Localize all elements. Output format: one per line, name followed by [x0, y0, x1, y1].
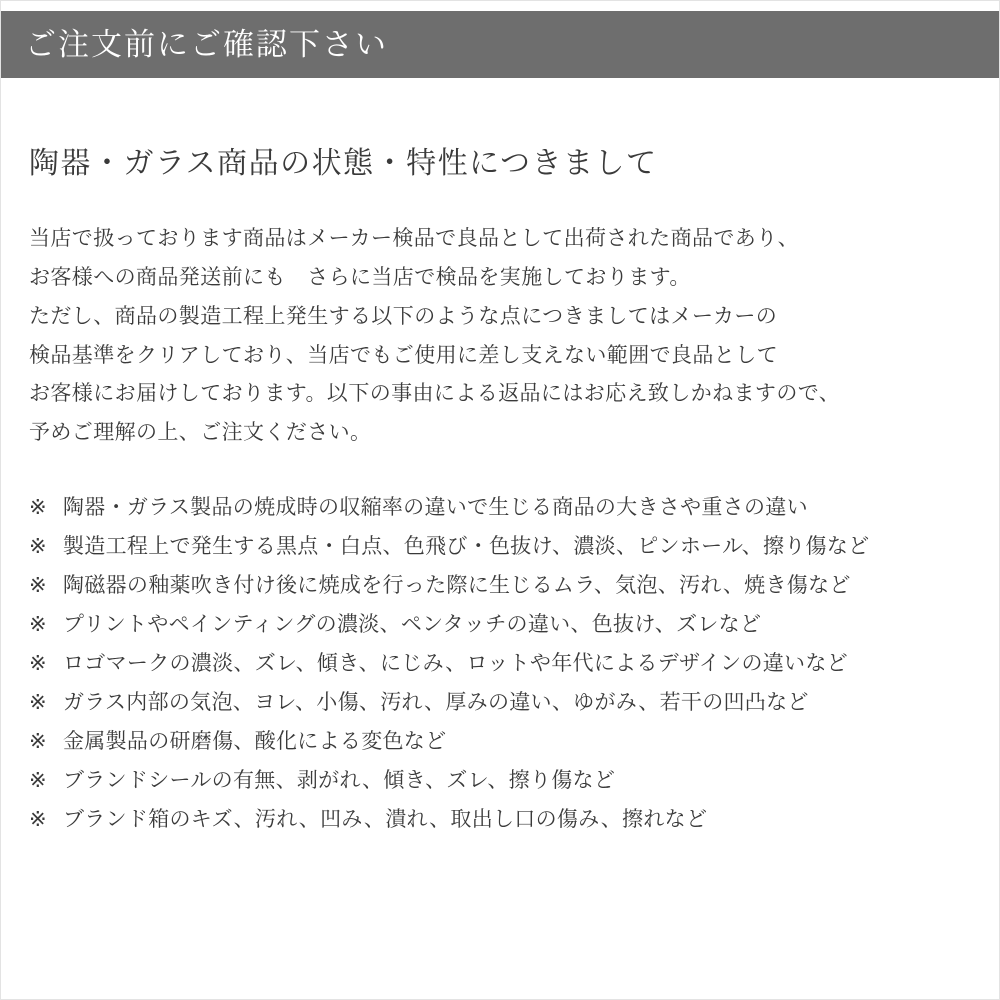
list-item: [29, 653, 973, 674]
list-item: [29, 497, 973, 518]
intro-line: お客様への商品発送前にも さらに当店で検品を実施しております。: [29, 265, 691, 289]
note-text: 陶器・ガラス製品の焼成時の収縮率の違いで生じる商品の大きさや重さの違い: [63, 496, 808, 520]
note-text: ロゴマークの濃淡、ズレ、傾き、にじみ、ロットや年代によるデザインの違いなど: [63, 652, 848, 676]
note-mark-icon: ※: [29, 535, 47, 559]
note-text: 陶磁器の釉薬吹き付け後に焼成を行った際に生じるムラ、気泡、汚れ、焼き傷など: [63, 574, 851, 598]
list-item: [29, 731, 973, 752]
note-text: ブランドシールの有無、剥がれ、傾き、ズレ、擦り傷など: [63, 769, 616, 793]
note-text: 製造工程上で発生する黒点・白点、色飛び・色抜け、濃淡、ピンホール、擦り傷など: [63, 535, 870, 559]
notice-content: [1, 78, 1000, 848]
note-mark-icon: ※: [29, 769, 47, 793]
note-text: ガラス内部の気泡、ヨレ、小傷、汚れ、厚みの違い、ゆがみ、若干の凹凸など: [63, 691, 809, 715]
note-mark-icon: ※: [29, 730, 47, 754]
list-item: [29, 536, 973, 557]
note-mark-icon: ※: [29, 613, 47, 637]
note-mark-icon: ※: [29, 574, 47, 598]
intro-line: ただし、商品の製造工程上発生する以下のような点につきましてはメーカーの: [29, 304, 778, 328]
note-mark-icon: ※: [29, 496, 47, 520]
list-item: [29, 575, 973, 596]
list-item: [29, 614, 973, 635]
intro-line: 当店で扱っております商品はメーカー検品で良品として出荷された商品であり、: [29, 227, 799, 250]
notes-list: [29, 453, 973, 830]
list-item: [29, 770, 973, 791]
intro-line: 検品基準をクリアしており、当店でもご使用に差し支えない範囲で良品として: [29, 343, 778, 367]
list-item: [29, 692, 973, 713]
intro-line: 予めご理解の上、ご注文ください。: [29, 421, 372, 445]
note-mark-icon: ※: [29, 808, 47, 832]
banner-title: ご注文前にご確認下さい: [25, 27, 388, 62]
note-text: ブランド箱のキズ、汚れ、凹み、潰れ、取出し口の傷み、擦れなど: [63, 808, 708, 832]
intro-paragraph: [29, 182, 973, 453]
note-mark-icon: ※: [29, 691, 47, 715]
note-mark-icon: ※: [29, 652, 47, 676]
section-heading: 陶器・ガラス商品の状態・特性につきまして: [29, 147, 658, 180]
note-text: プリントやペインティングの濃淡、ペンタッチの違い、色抜け、ズレなど: [63, 613, 762, 637]
intro-line: お客様にお届けしております。以下の事由による返品にはお応え致しかねますので、: [29, 382, 841, 406]
list-item: [29, 809, 973, 830]
notice-banner: [1, 11, 1000, 78]
note-text: 金属製品の研磨傷、酸化による変色など: [63, 730, 447, 754]
